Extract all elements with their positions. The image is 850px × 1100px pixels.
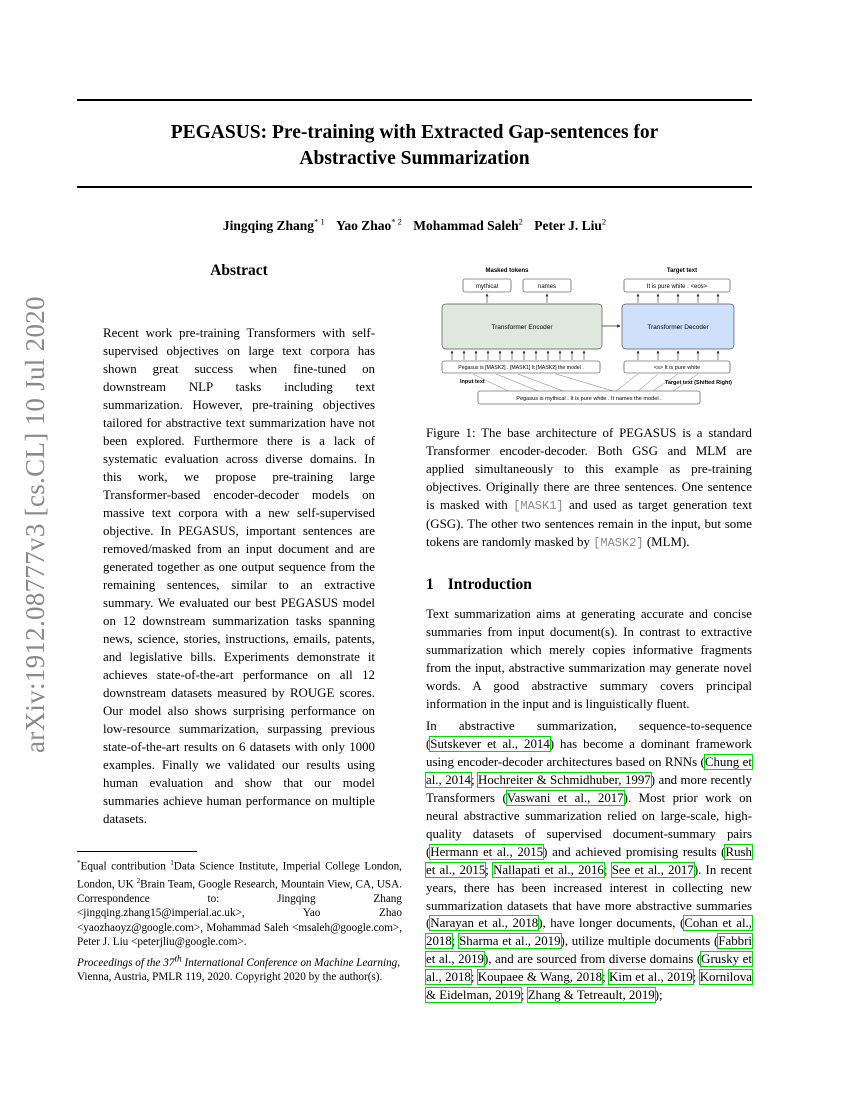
mask1-token: [MASK1] xyxy=(513,499,564,513)
figure-caption: Figure 1: The base architecture of PEGASUS is a standard Transformer encoder-decoder. Both GSG and MLM are applied simultaneously to this example as pre-training objectives. Originally there are three sentences. One sentence is masked with [MASK1] and used as target generation text (GSG). The other two sentences remain in the input, but some tokens are randomly masked by [MASK2] (MLM). xyxy=(426,426,752,550)
author: Jingqing Zhang$^{* 1}$ xyxy=(222,216,325,233)
author: Yao Zhao$^{* 2}$ xyxy=(336,216,402,233)
citation-link[interactable]: Chung et al., 2014 xyxy=(426,755,752,788)
intro-paragraph-2: In abstractive summarization, sequence-to-sequence (Sutskever et al., 2014) has become a dominant framework using encoder-decoder architectures based on RNNs (Chung et al., 2014; Hochreiter & Schmidhuber, 1997) and more recently Transformers (Vaswani et al., 2017). Most prior work on neural abstractive summarization relied on large-scale, high-quality datasets of supervised document-summary pairs (Hermann et al., 2015) and achieved promising results (Rush et al., 2015; Nallapati et al., 2016; See et al., 2017). In recent years, there has been increased interest in collecting new summarization datasets that have more abstractive summaries (Narayan et al., 2018), have longer documents, (Cohan et al., 2018; Sharma et al., 2019), utilize multiple documents (Fabbri et al., 2019), and are sourced from diverse domains (Grusky et al., 2018; Koupaee & Wang, 2018; Kim et al., 2019; Kornilova & Eidelman, 2019; Zhang & Tetreault, 2019); xyxy=(426,719,753,1003)
original-text-tokens: Pegasus is mythical . It is pure white . It names the model . xyxy=(516,396,662,402)
citation-link[interactable]: Rush et al., 2015 xyxy=(426,844,752,877)
citation-link[interactable]: Sutskever et al., 2014 xyxy=(430,737,550,752)
citation-link[interactable]: Zhang & Tetreault, 2019 xyxy=(527,988,655,1003)
intro-paragraph-1: Text summarization aims at generating accurate and concise summaries from input document(s). In contrast to extractive summarization which merely copies informative fragments from the input, abstractive summarization may generate novel words. A good abstractive summary covers principal information in the input and is linguistically fluent. xyxy=(426,607,752,711)
transformer-decoder-label: Transformer Decoder xyxy=(647,324,709,331)
citation-link[interactable]: Grusky et al., 2018 xyxy=(426,952,752,985)
title-bottom-rule xyxy=(77,186,752,188)
paper-title xyxy=(77,120,752,172)
author-list xyxy=(77,216,752,234)
citation-link[interactable]: Narayan et al., 2018 xyxy=(430,916,539,931)
abstract-body: Recent work pre-training Transformers with self-supervised objectives on large text corpora has shown great success when fine-tuned on downstream NLP tasks including text summarization. However, pre-training objectives tailored for abstractive text summarization have not been explored. Furthermore there is a lack of systematic evaluation across diverse domains. In this work, we propose pre-training large Transformer-based encoder-decoder models on massive text corpora with a new self-supervised objective. In PEGASUS, important sentences are removed/masked from an input document and are generated together as one output sequence from the remaining sentences, similar to an extractive summary. We evaluated our best PEGASUS model on 12 downstream summarization tasks spanning news, science, stories, instructions, emails, patents, and legislative bills. Experiments demonstrate it achieves state-of-the-art performance on all 12 downstream datasets measured by ROUGE scores. Our model also shows surprising performance on low-resource summarization, surpassing previous state-of-the-art results on 6 datasets with only 1000 examples. Finally we validated our results using human evaluation and show that our model summaries achieve human performance on multiple datasets. xyxy=(103,326,375,826)
proceedings-note: Proceedings of the 37th International Conference on Machine Learning, Vienna, Austria, PMLR 119, 2020. Copyright 2020 by the author(s). xyxy=(77,954,401,984)
citation-link[interactable]: See et al., 2017 xyxy=(611,862,694,877)
citation-link[interactable]: Hochreiter & Schmidhuber, 1997 xyxy=(478,773,651,788)
mask2-token: [MASK2] xyxy=(593,536,644,550)
introduction-body xyxy=(426,606,752,1010)
shifted-target-label: Target text (Shifted Right) xyxy=(664,380,732,386)
citation-link[interactable]: Fabbri et al., 2019 xyxy=(426,934,752,967)
affiliation-footnote: *Equal contribution $^1$Data Science Institute, Imperial College London, London, UK $^2$Brain Team, Google Research, Mountain View, CA, USA. Correspondence to: Jingqing Zhang <jingqing.zhang15@imperial.ac.uk>, Yao Zhao <yaozhaoyz@google.com>, Mohammad Saleh <msaleh@google.com>, Peter J. Liu <peterjliu@google.com>. xyxy=(77,859,403,948)
architecture-figure xyxy=(438,263,738,413)
author: Peter J. Liu$^2$ xyxy=(534,216,607,233)
output-token-names: names xyxy=(537,284,557,290)
citation-link[interactable]: Vaswani et al., 2017 xyxy=(506,791,624,806)
citation-link[interactable]: Hermann et al., 2015 xyxy=(430,844,544,859)
footnote-rule xyxy=(77,851,197,852)
target-text-label: Target text xyxy=(666,268,698,274)
abstract-heading: Abstract xyxy=(210,262,268,279)
section-heading: 1 Introduction xyxy=(426,576,532,593)
citation-link[interactable]: Kim et al., 2019 xyxy=(609,970,693,985)
citation-link[interactable]: Kornilova & Eidelman, 2019 xyxy=(426,970,752,1003)
citation-link[interactable]: Sharma et al., 2019 xyxy=(459,934,561,949)
title-top-rule xyxy=(77,99,752,101)
citation-link[interactable]: Koupaee & Wang, 2018 xyxy=(477,970,603,985)
encoder-input-tokens: Pegasus is [MASK2] . [MASK1] It [MASK2] the model . xyxy=(458,365,584,371)
citation-link[interactable]: Nallapati et al., 2016 xyxy=(493,862,604,877)
target-tokens: It is pure white . <eos> xyxy=(646,284,708,290)
citation-link[interactable]: Cohan et al., 2018 xyxy=(426,916,752,949)
input-text-label: Input text xyxy=(460,379,485,385)
output-token-mythical: mythical xyxy=(475,284,499,290)
decoder-input-tokens: <s> It is pure white xyxy=(653,365,701,371)
transformer-encoder-label: Transformer Encoder xyxy=(491,324,553,331)
author: Mohammad Saleh$^2$ xyxy=(413,216,523,233)
title-line-1: PEGASUS: Pre-training with Extracted Gap-sentences for xyxy=(170,122,659,143)
masked-tokens-label: Masked tokens xyxy=(485,268,529,274)
title-line-2: Abstractive Summarization xyxy=(299,148,530,169)
arxiv-stamp: arXiv:1912.08777v3 [cs.CL] 10 Jul 2020 xyxy=(20,296,50,753)
